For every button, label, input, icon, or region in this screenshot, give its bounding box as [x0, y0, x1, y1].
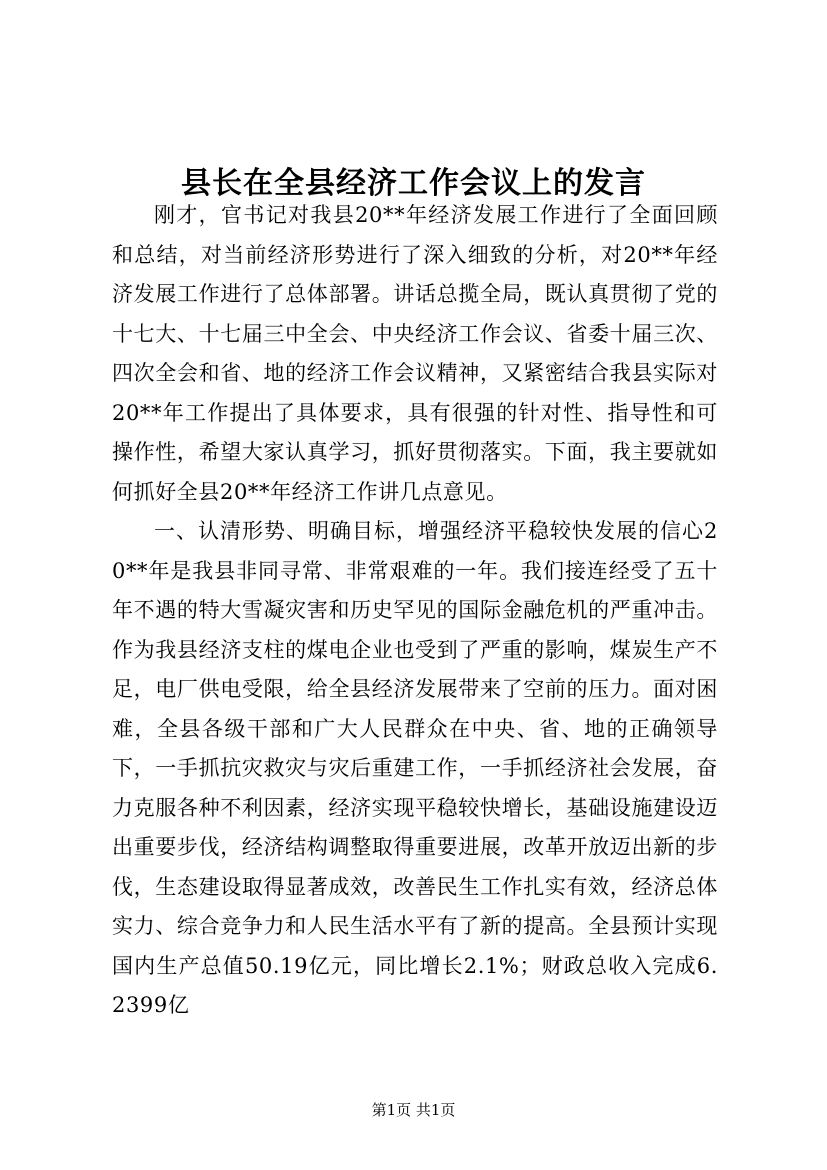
document-body	[112, 196, 718, 1026]
document-title: 县长在全县经济工作会议上的发言	[181, 166, 646, 202]
paragraph-intro: 刚才，官书记对我县20**年经济发展工作进行了全面回顾和总结，对当前经济形势进行了深入细致的分析，对20**年经济发展工作进行了总体部署。讲话总揽全局，既认真贯彻了党的十七大、十七届三中全会、中央经济工作会议、省委十届三次、四次全会和省、地的经济工作会议精神，又紧密结合我县实际对20**年工作提出了具体要求，具有很强的针对性、指导性和可操作性，希望大家认真学习，抓好贯彻落实。下面，我主要就如何抓好全县20**年经济工作讲几点意见。	[112, 203, 718, 504]
paragraph-section-one: 一、认清形势、明确目标，增强经济平稳较快发展的信心20**年是我县非同寻常、非常艰难的一年。我们接连经受了五十年不遇的特大雪凝灾害和历史罕见的国际金融危机的严重冲击。作为我县经济支柱的煤电企业也受到了严重的影响，煤炭生产不足，电厂供电受限，给全县经济发展带来了空前的压力。面对困难，全县各级干部和广大人民群众在中央、省、地的正确领导下，一手抓抗灾救灾与灾后重建工作，一手抓经济社会发展，奋力克服各种不利因素，经济实现平稳较快增长，基础设施建设迈出重要步伐，经济结构调整取得重要进展，改革开放迈出新的步伐，生态建设取得显著成效，改善民生工作扎实有效，经济总体实力、综合竞争力和人民生活水平有了新的提高。全县预计实现国内生产总值50.19亿元，同比增长2.1%；财政总收入完成6.2399亿	[112, 519, 718, 1017]
page-number-footer: 第1页 共1页	[371, 1101, 456, 1119]
